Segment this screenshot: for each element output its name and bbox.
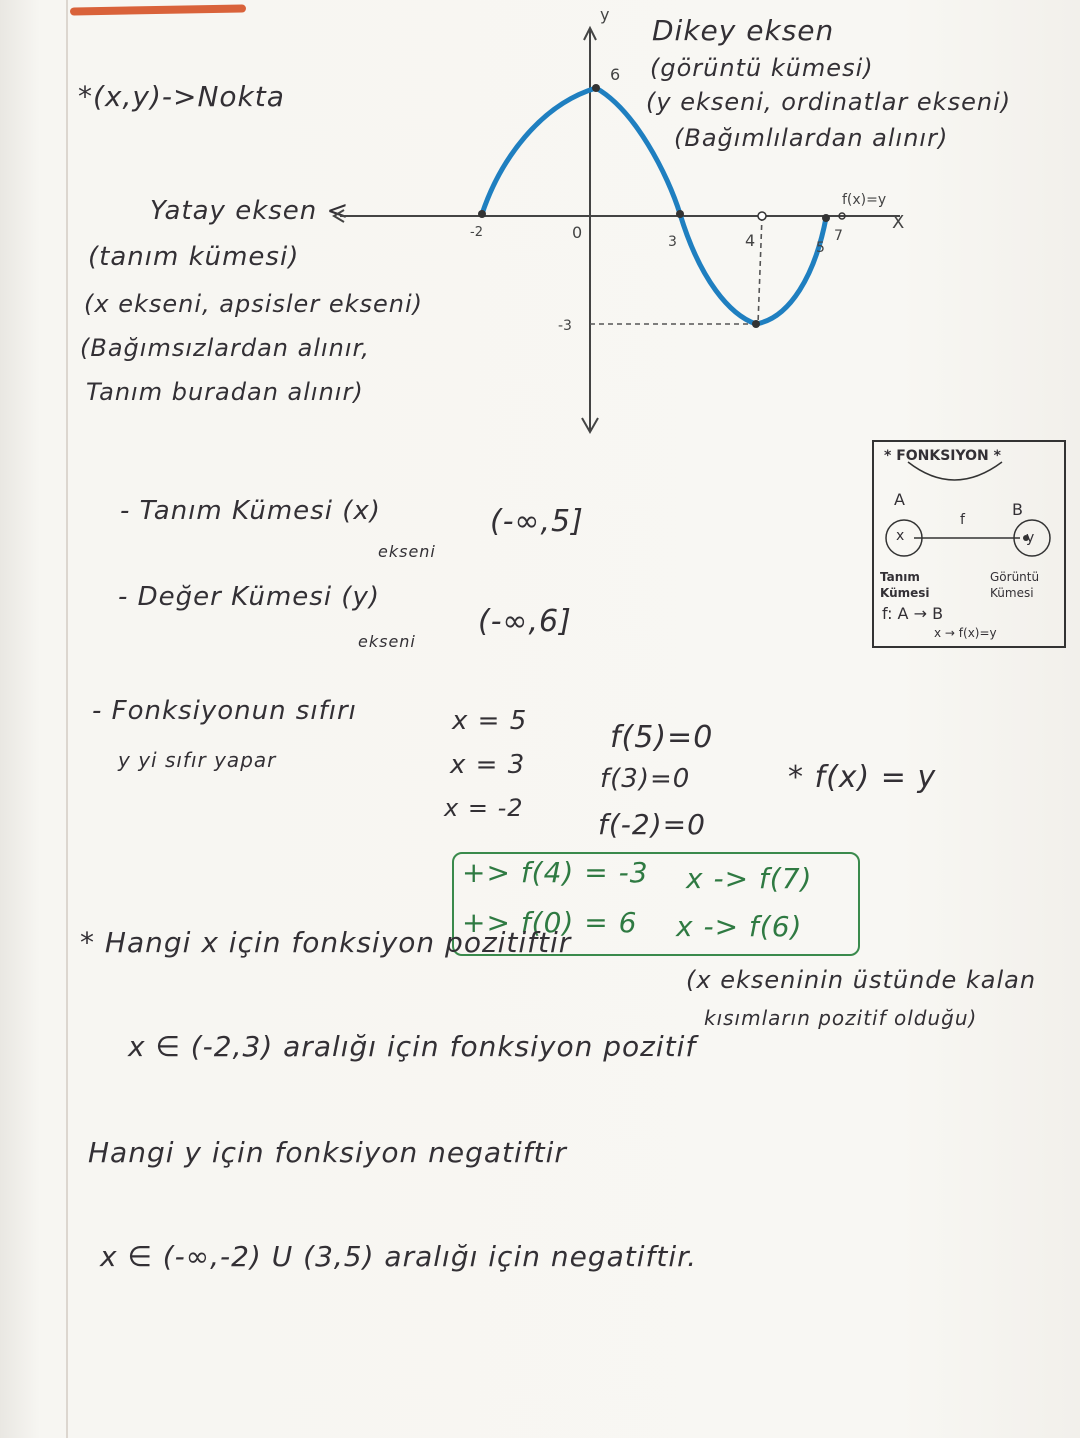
horizontal-axis-title: Yatay eksen < — [150, 196, 350, 226]
positive-note-2: kısımların pozitif olduğu) — [704, 1006, 978, 1030]
positive-question: * Hangi x için fonksiyon pozitiftir — [80, 926, 572, 959]
range-set-label: - Değer Kümesi (y) — [118, 582, 380, 612]
vertical-axis-note-3: (Bağımlılardan alınır) — [674, 124, 949, 152]
point-5 — [822, 214, 830, 222]
function-box-title: * FONKSIYON * — [884, 448, 1001, 464]
green-note-2: +> f(0) = 6 — [462, 906, 638, 939]
tick-label-neg2: -2 — [470, 225, 483, 240]
vertical-axis-note-2: (y ekseni, ordinatlar ekseni) — [646, 88, 1012, 116]
point-4-axis — [758, 212, 766, 220]
mapping-notation-2: x → f(x)=y — [934, 626, 997, 640]
tick-label-neg3: -3 — [558, 318, 572, 334]
element-x: x — [896, 528, 905, 544]
image-label-2: Kümesi — [990, 586, 1034, 600]
set-b-label: B — [1012, 500, 1023, 519]
guide-x-4 — [758, 216, 762, 324]
range-set-sub: ekseni — [358, 632, 416, 651]
domain-set-label: - Tanım Kümesi (x) — [120, 496, 381, 526]
horizontal-axis-note-4: Tanım buradan alınır) — [86, 378, 364, 406]
x-axis-label: X — [892, 212, 905, 233]
function-curve — [482, 88, 826, 324]
fx-equals-y: * f(x) = y — [788, 760, 937, 795]
function-graph — [0, 0, 1080, 440]
negative-question: Hangi y için fonksiyon negatiftir — [88, 1136, 567, 1169]
tick-label-7: 7 — [834, 228, 843, 244]
function-definition-box — [872, 440, 1066, 648]
element-y: y — [1026, 530, 1035, 546]
y-axis-label: y — [600, 5, 610, 24]
zero-x1: x = 5 — [452, 706, 528, 736]
zero-f2: f(3)=0 — [600, 764, 691, 794]
point-neg2 — [478, 210, 486, 218]
positive-note-1: (x ekseninin üstünde kalan — [686, 966, 1037, 994]
vertical-axis-title: Dikey eksen — [652, 14, 835, 47]
green-note-2b: x -> f(6) — [676, 910, 803, 943]
horizontal-axis-note-3: (Bağımsızlardan alınır, — [80, 334, 370, 362]
tick-label-3: 3 — [668, 234, 677, 250]
point-3 — [676, 210, 684, 218]
mapping-notation: f: A → B — [882, 604, 944, 623]
horizontal-axis-note-2: (x ekseni, apsisler ekseni) — [84, 290, 423, 318]
domain-set-sub: ekseni — [378, 542, 436, 561]
set-a-label: A — [894, 490, 905, 509]
zero-x2: x = 3 — [450, 750, 526, 780]
domain-label-2: Kümesi — [880, 586, 930, 600]
green-note-1b: x -> f(7) — [686, 862, 813, 895]
zeros-label: - Fonksiyonun sıfırı — [92, 696, 357, 726]
origin-label: 0 — [572, 223, 583, 242]
zero-f1: f(5)=0 — [610, 720, 714, 755]
zeros-sub: y yi sıfır yapar — [118, 748, 277, 772]
tick-label-6: 6 — [610, 65, 621, 84]
fx-label: f(x)=y — [842, 192, 887, 208]
green-note-1: +> f(4) = -3 — [462, 856, 649, 889]
tick-label-4: 4 — [745, 231, 756, 250]
domain-set-value: (-∞,5] — [490, 504, 584, 539]
domain-label-1: Tanım — [880, 570, 920, 584]
point-note: *(x,y)->Nokta — [78, 80, 285, 113]
image-label-1: Görüntü — [990, 570, 1040, 584]
zero-x3: x = -2 — [444, 794, 524, 822]
horizontal-axis-note-1: (tanım kümesi) — [88, 242, 300, 272]
tick-label-5: 5 — [816, 240, 825, 256]
negative-answer: x ∈ (-∞,-2) U (3,5) aralığı için negatiftir. — [100, 1240, 697, 1273]
arrow-f-label: f — [960, 512, 965, 528]
vertical-axis-note-1: (görüntü kümesi) — [650, 54, 874, 82]
point-0-6 — [592, 84, 600, 92]
zero-f3: f(-2)=0 — [598, 808, 706, 841]
point-4-neg3 — [752, 320, 760, 328]
range-set-value: (-∞,6] — [478, 604, 572, 639]
positive-answer: x ∈ (-2,3) aralığı için fonksiyon pozitif — [128, 1030, 697, 1063]
